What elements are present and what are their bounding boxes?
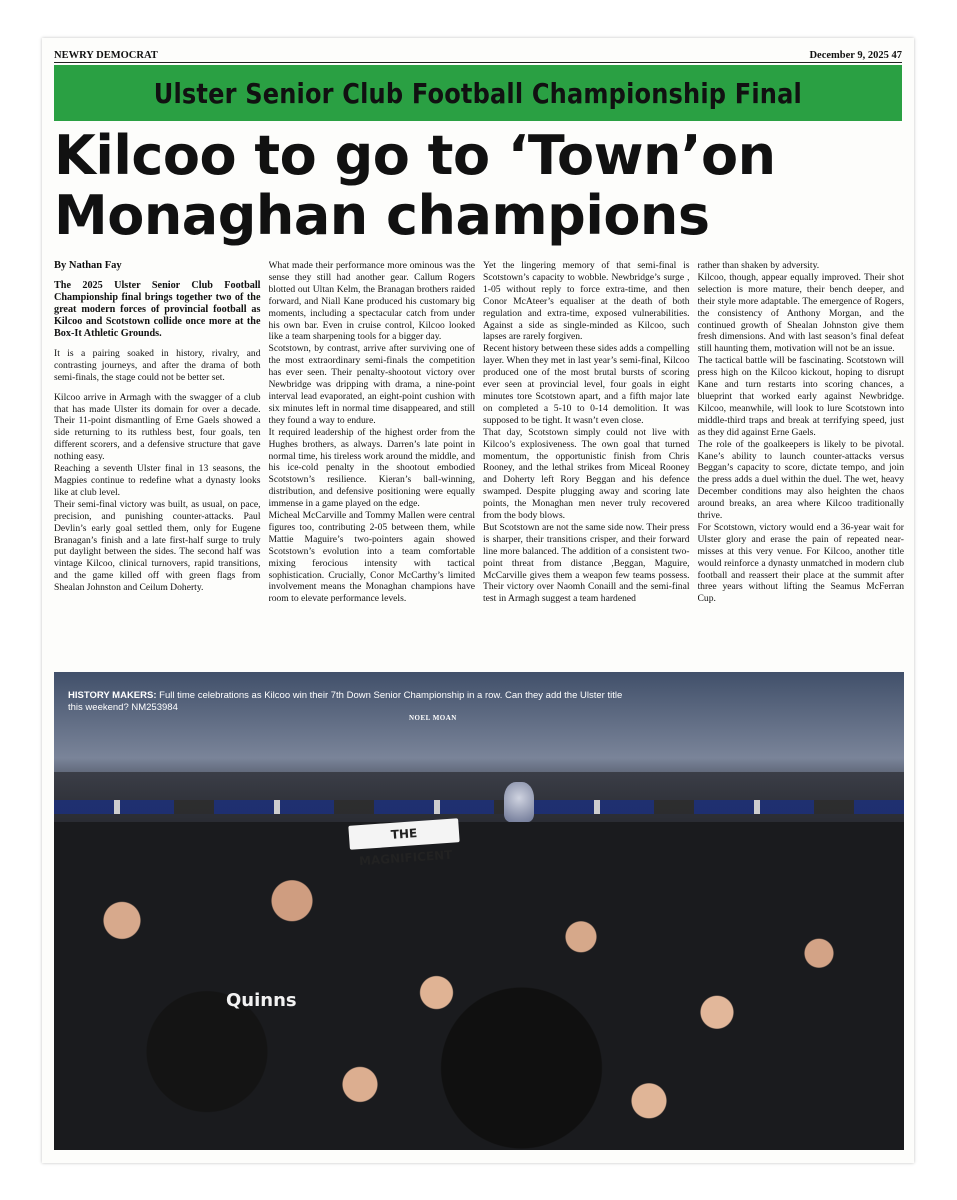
byline: By Nathan Fay (54, 260, 122, 271)
column-2 (269, 260, 476, 668)
jersey-sponsor: Quinns (226, 990, 297, 1011)
section-banner (54, 65, 902, 121)
paragraph: It is a pairing soaked in history, rivalry, and contrasting journeys, and after the drama of both semi-finals, the stage could not be better set. (54, 347, 261, 383)
caption-text: Full time celebrations as Kilcoo win their 7th Down Senior Championship in a row. Can they add the Ulster title this weekend? NM253984 (68, 690, 623, 713)
column-1 (54, 260, 261, 668)
team-crowd (54, 822, 904, 1150)
trophy-icon (504, 782, 534, 822)
masthead (54, 48, 902, 63)
paragraph: Their semi-final victory was built, as usual, on pace, precision, and punishing counter-attacks. Paul Devlin’s early goal settled them, only for Eugene Branagan’s finish and a late first-half surge to truly put daylight between the sides. The second half was vintage Kilcoo, clinical turnovers, rapid transitions, and the game killed off with green flags from Shealan Johnston and Ceilum Doherty. (54, 498, 261, 594)
paragraph: But Scotstown are not the same side now. Their press is sharper, their transitions crisper, and their forward line more balanced. The addition of a consistent two-point threat from distance ,Beggan, Maguire, McCarville gives them a weapon few teams possess. Their victory over Naomh Conaill and the semi-final test in Armagh suggest a team hardened (483, 521, 690, 605)
celebration-photo (54, 672, 904, 1150)
advertising-boards (54, 800, 904, 814)
paragraph: The tactical battle will be fascinating. Scotstown will press high on the Kilcoo kickout, hoping to disrupt Kane and turn restarts into scoring chances, a blueprint that worked early against Newbridge. Kilcoo, meanwhile, will look to lure Scotstown into middle-third traps and break at terrifying speed, just as they did against Erne Gaels. (697, 355, 904, 438)
paragraph: Micheal McCarville and Tommy Mallen were central figures too, contributing 2-05 between them, while Mattie Maguire’s two-pointers again showed Scotstown’s evolution into a team comfortable mixing ferocious intensity with tactical sophistication. Crucially, Conor McCarthy’s limited involvement means the Monaghan champions have room to elevate performance levels. (268, 510, 475, 605)
publication-name: NEWRY DEMOCRAT (54, 49, 158, 61)
paragraph: Reaching a seventh Ulster final in 13 seasons, the Magpies continue to redefine what a dynasty looks like at club level. (54, 463, 261, 498)
newspaper-page (42, 38, 914, 1163)
photo-caption (68, 690, 628, 714)
paragraph: It required leadership of the highest order from the Hughes brothers, as always. Darren’s late point in normal time, his tireless work around the middle, and his ice-cold penalty in the shootout embodied Scotstown’s resilience. Kieran’s ball-winning, distribution, and defensive positioning were equally immense in a game played on the edge. (268, 426, 475, 510)
paragraph: For Scotstown, victory would end a 36-year wait for Ulster glory and erase the pain of repeated near-misses at this very venue. For Kilcoo, another title would reinforce a dynasty unmatched in modern club football and reassert their place at the summit after three years without lifting the Seamus McFerran Cup. (697, 521, 904, 605)
paragraph: What made their performance more ominous was the sense they still had another gear. Callum Rogers blotted out Ultan Kelm, the Branagan brothers raided forward, and Niall Kane produced his customary big moments, including a spectacular catch from under his own bar. Even in cruise control, Kilcoo looked like a team sharpening tools for a bigger day. (268, 260, 475, 343)
headline-line-1: Kilcoo to go to ‘Town’on (54, 124, 776, 187)
lead-paragraph: The 2025 Ulster Senior Club Football Championship final brings together two of the great modern forces of provincial football as Kilcoo and Scotstown collide once more at the Box-It Athletic Grounds. (54, 279, 261, 339)
paragraph: The role of the goalkeepers is likely to be pivotal. Kane’s ability to launch counter-attacks versus Beggan’s capacity to score, dictate tempo, and join the press adds a duel within the duel. The wet, heavy December conditions may also heighten the chaos around breaks, an area where Kilcoo traditionally thrive. (697, 438, 904, 522)
paragraph: Scotstown, by contrast, arrive after surviving one of the most extraordinary semi-finals the competition has ever seen. Their penalty-shootout victory over Newbridge was dripping with drama, a nine-point interval lead evaporated, an eight-point cushion with six minutes left in normal time disappeared, and still they found a way to endure. (268, 343, 475, 426)
caption-label: HISTORY MAKERS: (68, 690, 157, 701)
headline-line-2: Monaghan champions (54, 184, 710, 247)
stadium-stand (54, 772, 904, 822)
headline (54, 126, 902, 246)
paragraph: Yet the lingering memory of that semi-final is Scotstown’s capacity to wobble. Newbridge’s surge , 1-05 without reply to force extra-time, and then Conor McAteer’s equaliser at the death of both regulation and extra-time, exposed vulnerabilities. Against a side as single-minded as Kilcoo, such lapses are rarely forgiven. (483, 260, 690, 343)
paragraph: Kilcoo, though, appear equally improved. Their shot selection is more mature, their bench deeper, and their style more adaptable. The emergence of Rogers, the consistency of Anthony Morgan, and the continued growth of Shealan Johnston give them fresh dimensions. And with last season’s final defeat still haunting them, motivation will not be an issue. (697, 271, 904, 355)
banner-title: Ulster Senior Club Football Championship Final (153, 76, 803, 110)
column-4 (698, 260, 905, 668)
paragraph: Kilcoo arrive in Armagh with the swagger of a club that has made Ulster its domain for over a decade. Their 11-point dismantling of Erne Gaels showed a side returning to its ruthless best, four goals, ten different scorers, and a defensive structure that gave nothing easy. (54, 391, 261, 463)
photo-credit: NOEL MOAN (409, 714, 457, 722)
sign-text: THE MAGNIFICENT (358, 826, 453, 869)
date-page: December 9, 2025 47 (809, 49, 902, 61)
column-3 (483, 260, 690, 668)
paragraph: rather than shaken by adversity. (697, 260, 820, 271)
article-body (54, 260, 904, 668)
paragraph: Recent history between these sides adds a compelling layer. When they met in last year’s semi-final, Kilcoo produced one of the most brutal bursts of scoring ever seen at provincial level, four goals in eight minutes tore Scotstown apart, and a fifth major late on completed a 5-10 to 0-14 demolition. It was supposed to be tight. It wasn’t even close. (483, 343, 690, 426)
paragraph: That day, Scotstown simply could not live with Kilcoo’s explosiveness. The own goal that turned momentum, the opportunistic finish from Chris Rooney, and the lethal strikes from Miceal Rooney and Doherty left Rory Beggan and his defence swamped. Despite plugging away and scoring late points, the Monaghan men never truly recovered from the body blows. (483, 426, 690, 522)
